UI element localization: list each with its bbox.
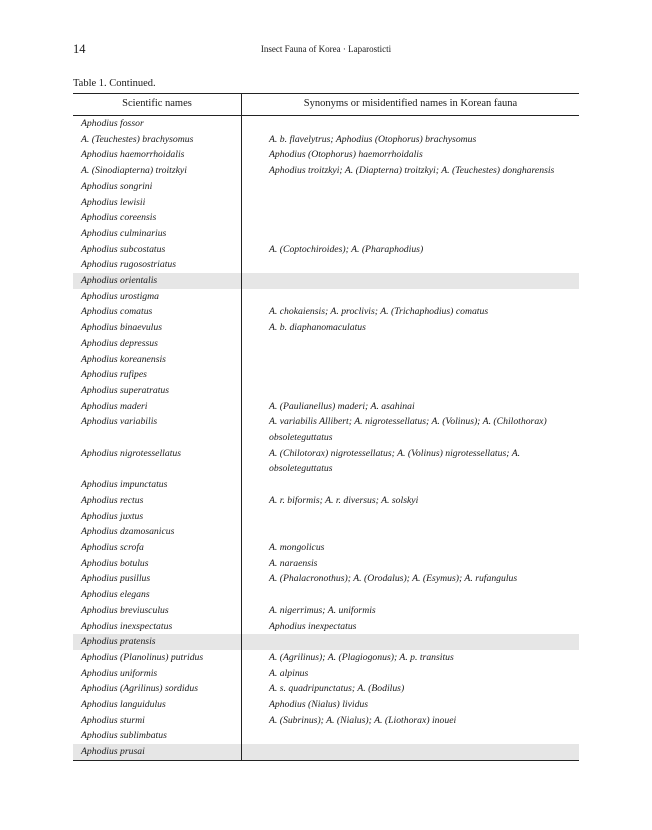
- table-body: [73, 116, 579, 761]
- scientific-name-cell: Aphodius urostigma: [81, 290, 159, 302]
- synonyms-cell: Aphodius (Otophorus) haemorrhoidalis: [269, 149, 423, 161]
- table-row: [73, 446, 579, 477]
- scientific-name-cell: Aphodius pratensis: [81, 636, 156, 648]
- synonyms-cell: [241, 226, 579, 242]
- synonyms-cell: [241, 509, 579, 525]
- scientific-name-cell: A. (Sinodiapterna) troitzkyi: [81, 165, 187, 177]
- synonyms-cell: A. (Paulianellus) maderi; A. asahinai: [269, 400, 415, 412]
- scientific-name-cell: Aphodius sturmi: [81, 714, 145, 726]
- scientific-name-cell: Aphodius inexspectatus: [81, 620, 173, 632]
- table-row: [73, 367, 579, 383]
- table-row: [73, 666, 579, 682]
- scientific-name-cell: Aphodius superatratus: [81, 384, 170, 396]
- synonyms-cell: A. variabilis Allibert; A. nigrotessellatus; A. (Volinus); A. (Chilothorax) obsoleteguttatus: [269, 416, 547, 444]
- table-row: [73, 352, 579, 368]
- table-row: [73, 619, 579, 635]
- header-synonyms: Synonyms or misidentified names in Korean fauna: [303, 98, 518, 109]
- scientific-name-cell: Aphodius subcostatus: [81, 243, 166, 255]
- table-row: [73, 493, 579, 509]
- table-row: [73, 132, 579, 148]
- table-row: [73, 697, 579, 713]
- synonyms-cell: [241, 336, 579, 352]
- synonyms-cell: A. (Subrinus); A. (Nialus); A. (Liothorax) inouei: [269, 714, 457, 726]
- synonyms-cell: A. (Chilotorax) nigrotessellatus; A. (Volinus) nigrotessellatus; A. obsoleteguttatus: [269, 447, 521, 475]
- synonyms-cell: [241, 289, 579, 305]
- synonyms-cell: Aphodius (Nialus) lividus: [269, 699, 369, 711]
- scientific-name-cell: Aphodius fossor: [81, 118, 144, 129]
- synonyms-cell: Aphodius troitzkyi; A. (Diapterna) troitzkyi; A. (Teuchestes) dongharensis: [269, 165, 555, 177]
- synonyms-cell: [241, 273, 579, 289]
- scientific-name-cell: Aphodius coreensis: [81, 212, 157, 224]
- table-row: [73, 383, 579, 399]
- scientific-name-cell: Aphodius scrofa: [81, 541, 144, 553]
- table-row: [73, 556, 579, 572]
- scientific-name-cell: Aphodius songrini: [81, 180, 153, 192]
- table-row: [73, 744, 579, 761]
- table-row: [73, 650, 579, 666]
- table-row: [73, 116, 579, 132]
- synonyms-cell: A. (Phalacronothus); A. (Orodalus); A. (Esymus); A. rufangulus: [269, 573, 518, 585]
- species-table: [73, 93, 579, 761]
- synonyms-cell: A. chokaiensis; A. proclivis; A. (Trichaphodius) comatus: [269, 306, 489, 318]
- scientific-name-cell: Aphodius rectus: [81, 494, 144, 506]
- header-scientific-names: Scientific names: [73, 94, 242, 115]
- scientific-name-cell: Aphodius botulus: [81, 557, 149, 569]
- scientific-name-cell: Aphodius impunctatus: [81, 479, 168, 491]
- synonyms-cell: [241, 728, 579, 744]
- scientific-name-cell: Aphodius breviusculus: [81, 604, 169, 616]
- table-row: [73, 320, 579, 336]
- table-row: [73, 242, 579, 258]
- table-row: [73, 147, 579, 163]
- scientific-name-cell: Aphodius orientalis: [81, 275, 158, 287]
- table-row: [73, 273, 579, 289]
- scientific-name-cell: Aphodius variabilis: [81, 416, 158, 428]
- synonyms-cell: A. nigerrimus; A. uniformis: [269, 604, 376, 616]
- table-row: [73, 414, 579, 445]
- table-row: [73, 587, 579, 603]
- synonyms-cell: A. b. flavelytrus; Aphodius (Otophorus) brachysomus: [269, 133, 477, 145]
- table-row: [73, 257, 579, 273]
- synonyms-cell: A. (Coptochiroides); A. (Pharaphodius): [269, 243, 424, 255]
- scientific-name-cell: Aphodius rufipes: [81, 369, 147, 381]
- synonyms-cell: [241, 195, 579, 211]
- scientific-name-cell: Aphodius nigrotessellatus: [81, 447, 182, 459]
- synonyms-cell: A. mongolicus: [269, 541, 325, 553]
- table-row: [73, 728, 579, 744]
- synonyms-cell: [241, 744, 579, 760]
- scientific-name-cell: Aphodius depressus: [81, 337, 158, 349]
- table-row: [73, 399, 579, 415]
- synonyms-cell: A. alpinus: [269, 667, 309, 679]
- table-row: [73, 509, 579, 525]
- running-head: Insect Fauna of Korea · Laparosticti: [260, 44, 392, 54]
- table-row: [73, 195, 579, 211]
- scientific-name-cell: Aphodius comatus: [81, 306, 153, 318]
- synonyms-cell: [241, 210, 579, 226]
- scientific-name-cell: Aphodius binaevulus: [81, 322, 162, 334]
- scientific-name-cell: Aphodius languidulus: [81, 699, 166, 711]
- scientific-name-cell: Aphodius dzamosanicus: [81, 526, 175, 538]
- scientific-name-cell: Aphodius elegans: [81, 589, 150, 601]
- scientific-name-cell: Aphodius sublimbatus: [81, 730, 167, 742]
- table-row: [73, 477, 579, 493]
- table-row: [73, 163, 579, 179]
- table-row: [73, 179, 579, 195]
- synonyms-cell: Aphodius inexpectatus: [269, 620, 357, 632]
- synonyms-cell: [241, 257, 579, 273]
- table-row: [73, 304, 579, 320]
- synonyms-cell: [241, 367, 579, 383]
- synonyms-cell: [241, 383, 579, 399]
- table-row: [73, 336, 579, 352]
- synonyms-cell: [241, 587, 579, 603]
- table-row: [73, 210, 579, 226]
- scientific-name-cell: Aphodius (Agrilinus) sordidus: [81, 683, 198, 695]
- scientific-name-cell: Aphodius culminarius: [81, 227, 167, 239]
- table-row: [73, 524, 579, 540]
- synonyms-cell: A. r. biformis; A. r. diversus; A. solskyi: [269, 494, 419, 506]
- scientific-name-cell: Aphodius rugosostriatus: [81, 259, 177, 271]
- synonyms-cell: A. (Agrilinus); A. (Plagiogonus); A. p. transitus: [269, 651, 454, 663]
- table-caption: Table 1. Continued.: [73, 78, 156, 89]
- table-row: [73, 540, 579, 556]
- scientific-name-cell: Aphodius (Planolinus) putridus: [81, 651, 204, 663]
- table-row: [73, 681, 579, 697]
- table-header: [73, 93, 579, 116]
- table-row: [73, 713, 579, 729]
- synonyms-cell: [241, 352, 579, 368]
- scientific-name-cell: Aphodius koreanensis: [81, 353, 166, 365]
- synonyms-cell: A. b. diaphanomaculatus: [269, 322, 366, 334]
- scientific-name-cell: Aphodius lewisii: [81, 196, 146, 208]
- scientific-name-cell: Aphodius pusillus: [81, 573, 151, 585]
- synonyms-cell: A. s. quadripunctatus; A. (Bodilus): [269, 683, 405, 695]
- scientific-name-cell: Aphodius haemorrhoidalis: [81, 149, 185, 161]
- scientific-name-cell: A. (Teuchestes) brachysomus: [81, 133, 194, 145]
- synonyms-cell: [241, 477, 579, 493]
- synonyms-cell: A. naraensis: [269, 557, 318, 569]
- scientific-name-cell: Aphodius juxtus: [81, 510, 144, 522]
- table-row: [73, 603, 579, 619]
- scientific-name-cell: Aphodius uniformis: [81, 667, 158, 679]
- synonyms-cell: [241, 524, 579, 540]
- scientific-name-cell: Aphodius maderi: [81, 400, 148, 412]
- page-number: 14: [73, 42, 86, 56]
- synonyms-cell: [241, 179, 579, 195]
- table-row: [73, 571, 579, 587]
- synonyms-cell: [241, 116, 579, 132]
- table-row: [73, 634, 579, 650]
- scientific-name-cell: Aphodius prusai: [81, 746, 145, 758]
- synonyms-cell: [241, 634, 579, 650]
- table-row: [73, 226, 579, 242]
- table-row: [73, 289, 579, 305]
